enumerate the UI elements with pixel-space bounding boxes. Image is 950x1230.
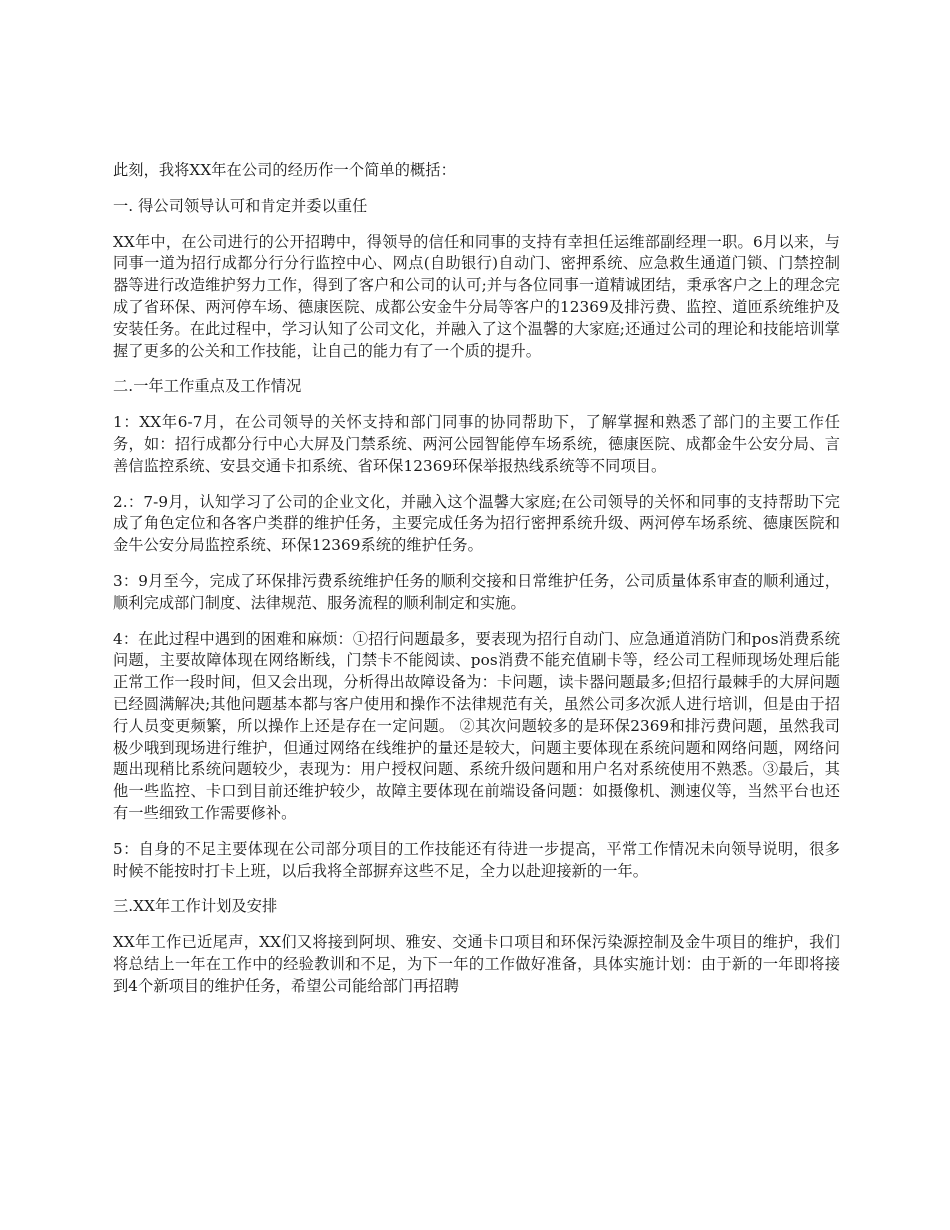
section2-heading: 二.一年工作重点及工作情况 [113, 377, 302, 396]
section1-heading: 一. 得公司领导认可和肯定并委以重任 [113, 196, 368, 215]
intro-paragraph: 此刻，我将XX年在公司的经历作一个简单的概括： [113, 161, 456, 179]
section2-item-4: 4：在此过程中遇到的困难和麻烦：①招行问题最多，要表现为招行自动门、应急通道消防门和pos消费系统问题，主要故障体现在网络断线，门禁卡不能阅读、pos消费不能充值刷卡等，经公司工程师现场处理后能正常工作一段时间，但又会出现，分析得出故障设备为：卡问题，读卡器问题最多;但招行最棘手的大屏问题已经圆满解决;其他问题基本都与客户使用和操作不法律规范有关，虽然公司多次派人进行培训，但是由于招行人员变更频繁，所以操作上还是存在一定问题。 ②其次问题较多的是环保2369和排污费问题，虽然我司极少哦到现场进行维护，但通过网络在线维护的量还是较大，问题主要体现在系统问题和网络问题，网络问题出现稍比系统问题较少，表现为：用户授权问题、系统升级问题和用户名对系统使用不熟悉。③最后，其他一些监控、卡口到目前还维护较少，故障主要体现在前端设备问题：如摄像机、测速仪等，当然平台也还有一些细致工作需要修补。 [113, 629, 840, 822]
section2-item-2: 2.：7-9月，认知学习了公司的企业文化，并融入这个温馨大家庭;在公司领导的关怀和同事的支持帮助下完成了角色定位和各客户类群的维护任务，主要完成任务为招行密押系统升级、两河停车场系统、德康医院和金牛公安分局监控系统、环保12369系统的维护任务。 [113, 492, 840, 555]
document-page [113, 160, 840, 1012]
section3-heading: 三.XX年工作计划及安排 [113, 897, 278, 916]
section2-item-5: 5：自身的不足主要体现在公司部分项目的工作技能还有待进一步提高，平常工作情况未向领导说明，很多时候不能按时打卡上班，以后我将全部摒弃这些不足，全力以赴迎接新的一年。 [113, 839, 840, 880]
section3-body: XX年工作已近尾声，XX们又将接到阿坝、雅安、交通卡口项目和环保污染源控制及金牛项目的维护，我们将总结上一年在工作中的经验教训和不足，为下一年的工作做好准备，具体实施计划：由于新的一年即将接到4个新项目的维护任务，希望公司能给部门再招聘 [113, 933, 840, 995]
section1-body: XX年中，在公司进行的公开招聘中，得领导的信任和同事的支持有幸担任运维部副经理一职。6月以来，与同事一道为招行成都分行分行监控中心、网点(自助银行)自动门、密押系统、应急救生通道门锁、门禁控制器等进行改造维护努力工作，得到了客户和公司的认可;并与各位同事一道精诚团结，秉承客户之上的理念完成了省环保、两河停车场、德康医院、成都公安金牛分局等客户的12369及排污费、监控、道匝系统维护及安装任务。在此过程中，学习认知了公司文化，并融入了这个温馨的大家庭;还通过公司的理论和技能培训掌握了更多的公关和工作技能，让自己的能力有了一个质的提升。 [113, 232, 840, 360]
section2-item-1: 1：XX年6-7月，在公司领导的关怀支持和部门同事的协同帮助下，了解掌握和熟悉了部门的主要工作任务，如：招行成都分行中心大屏及门禁系统、两河公园智能停车场系统，德康医院、成都金牛公安分局、言善信监控系统、安县交通卡扣系统、省环保12369环保举报热线系统等不同项目。 [113, 413, 840, 475]
section2-item-3: 3：9月至今，完成了环保排污费系统维护任务的顺利交接和日常维护任务，公司质量体系审查的顺利通过，顺利完成部门制度、法律规范、服务流程的顺利制定和实施。 [113, 571, 840, 612]
